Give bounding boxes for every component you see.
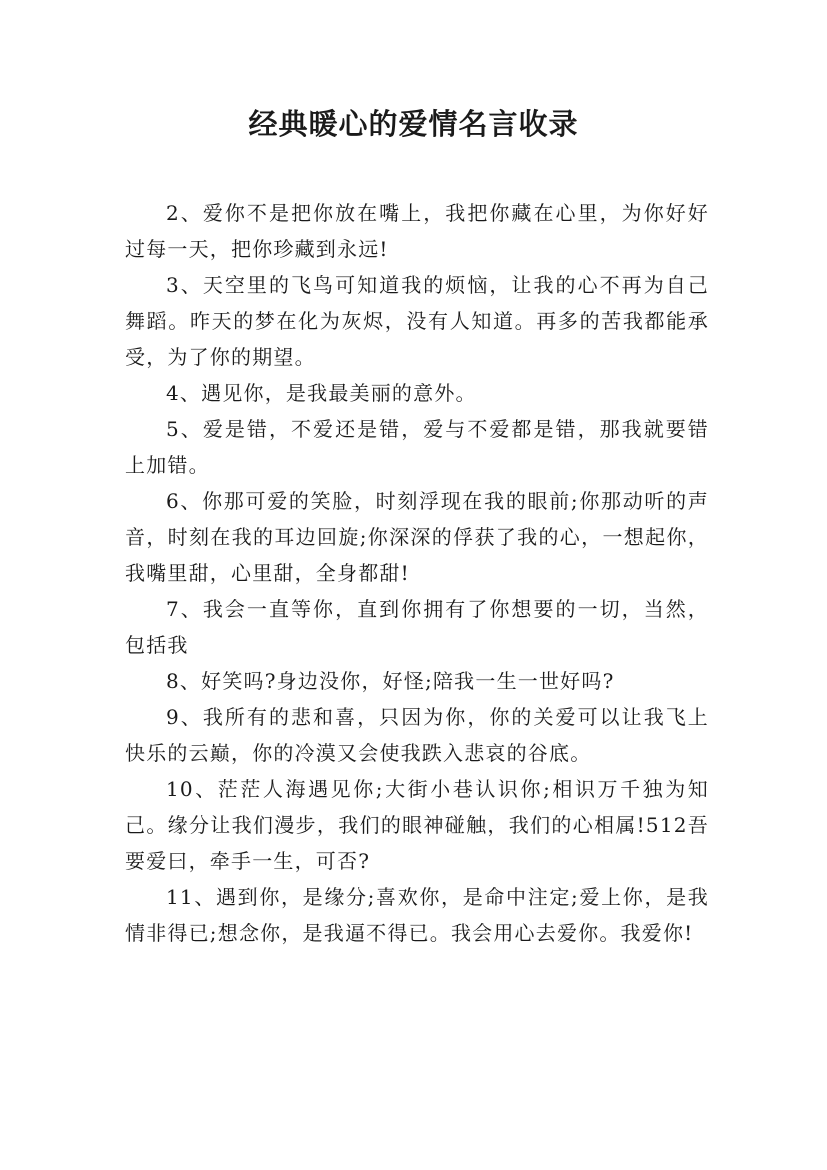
document-body <box>125 195 709 951</box>
paragraph-2: 2、爱你不是把你放在嘴上，我把你藏在心里，为你好好过每一天，把你珍藏到永远! <box>125 201 709 261</box>
paragraph-4: 4、遇见你，是我最美丽的意外。 <box>166 381 477 405</box>
paragraph-8: 8、好笑吗?身边没你，好怪;陪我一生一世好吗? <box>166 669 615 693</box>
paragraph-11: 11、遇到你，是缘分;喜欢你，是命中注定;爱上你，是我情非得已;想念你，是我逼不得已。我会用心去爱你。我爱你! <box>125 885 709 945</box>
paragraph-5: 5、爱是错，不爱还是错，爱与不爱都是错，那我就要错上加错。 <box>125 417 709 477</box>
paragraph-7: 7、我会一直等你，直到你拥有了你想要的一切，当然，包括我 <box>125 597 709 657</box>
paragraph-3: 3、天空里的飞鸟可知道我的烦恼，让我的心不再为自己舞蹈。昨天的梦在化为灰烬，没有人知道。再多的苦我都能承受，为了你的期望。 <box>125 273 709 369</box>
paragraph-10: 10、茫茫人海遇见你;大街小巷认识你;相识万千独为知己。缘分让我们漫步，我们的眼神碰触，我们的心相属!512吾要爱曰，牵手一生，可否? <box>125 777 709 873</box>
paragraph-6: 6、你那可爱的笑脸，时刻浮现在我的眼前;你那动听的声音，时刻在我的耳边回旋;你深深的俘获了我的心，一想起你，我嘴里甜，心里甜，全身都甜! <box>125 489 709 585</box>
page-title: 经典暖心的爱情名言收录 <box>248 107 579 141</box>
paragraph-9: 9、我所有的悲和喜，只因为你，你的关爱可以让我飞上快乐的云巅，你的冷漠又会使我跌入悲哀的谷底。 <box>125 705 709 765</box>
